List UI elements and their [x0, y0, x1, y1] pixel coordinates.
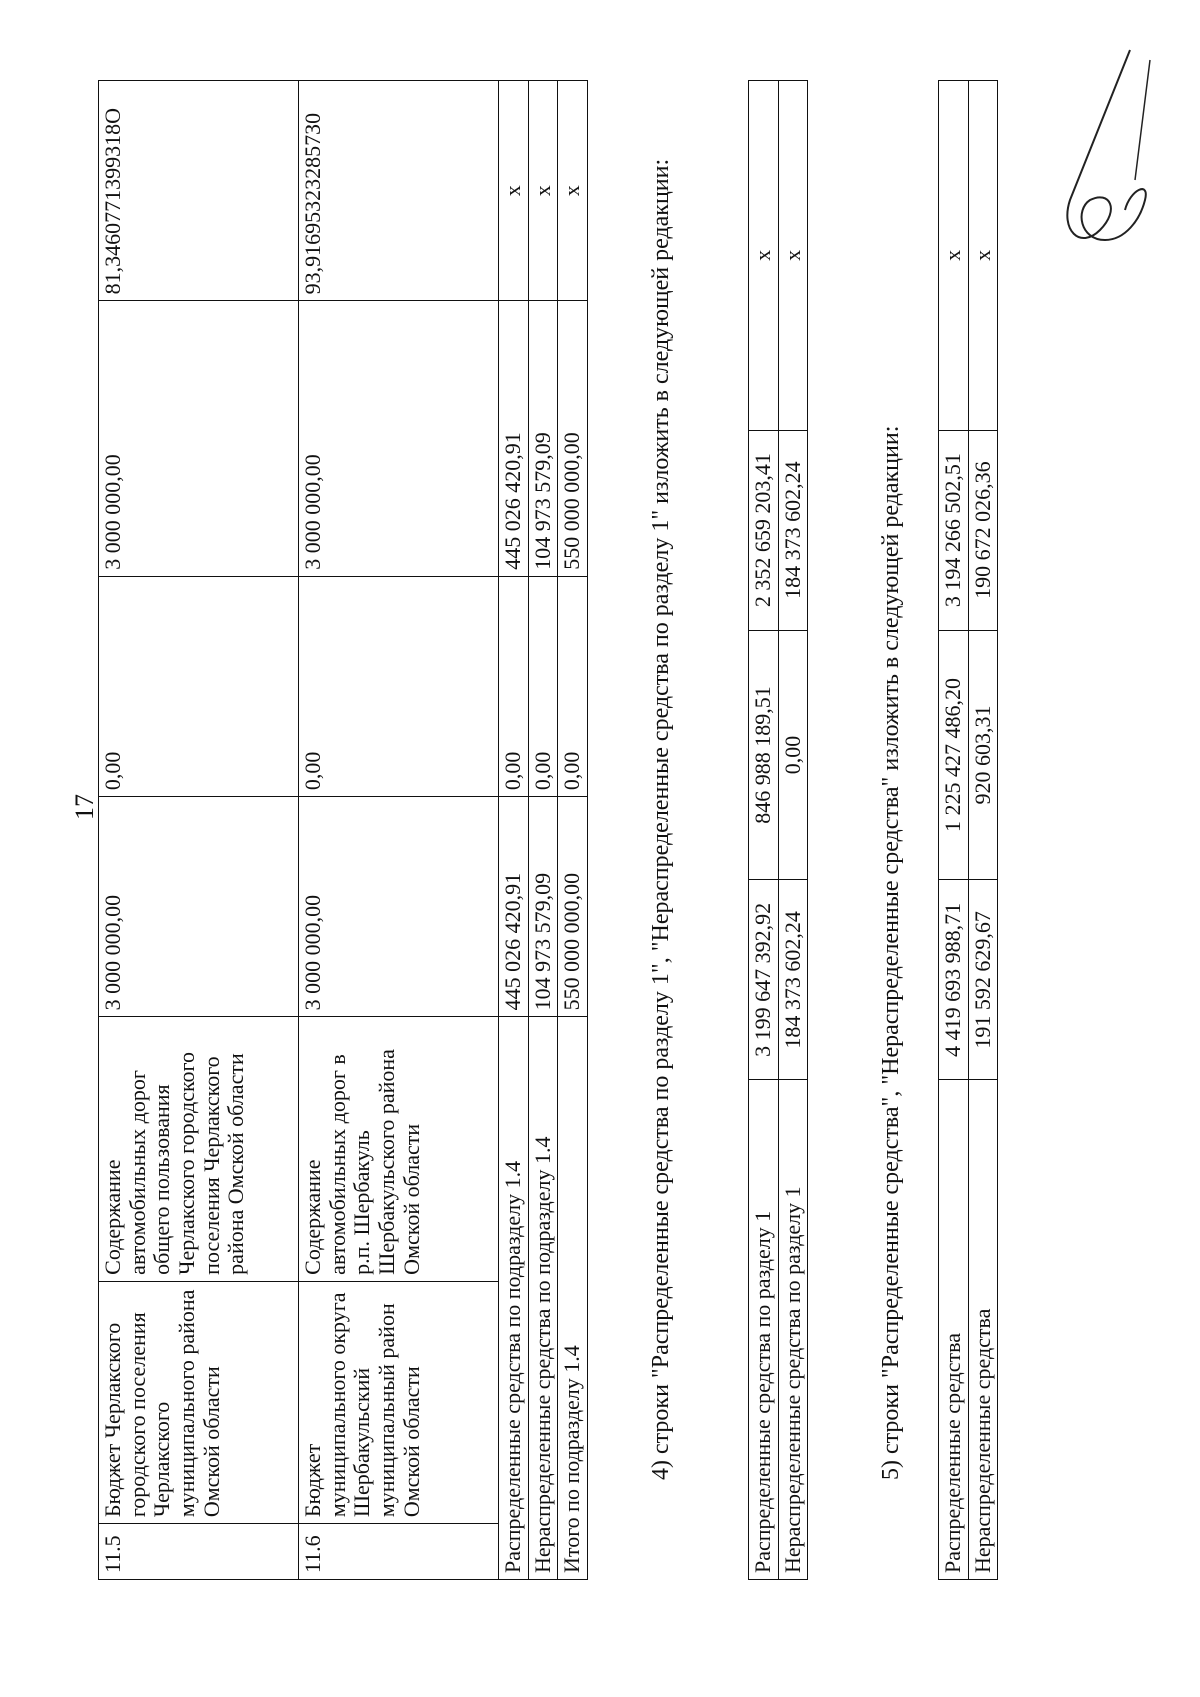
- row-label: Нераспределенные средства: [968, 1080, 998, 1580]
- amount-cell: 3 194 266 502,51: [939, 430, 969, 630]
- amount-cell: 0,00: [99, 576, 299, 796]
- amount-cell: 3 199 647 392,92: [749, 880, 779, 1080]
- amount-cell: 0,00: [558, 576, 588, 796]
- recipient-cell: Бюджет Черлакского городского поселения Черлакского муниципального района Омской области: [99, 1281, 299, 1523]
- percent-cell: 81,3460771399318O: [99, 81, 299, 301]
- x-cell: х: [499, 81, 529, 301]
- summary-label: Итого по подразделу 1.4: [558, 1017, 588, 1580]
- amount-cell: 1 225 427 486,20: [939, 630, 969, 880]
- table-row: [299, 81, 499, 1580]
- amount-cell: 0,00: [528, 576, 558, 796]
- amount-cell: 846 988 189,51: [749, 630, 779, 880]
- paragraph-4-text: 4) строки "Распределенные средства по разделу 1", "Нераспределенные средства по разделу 1" изложить в следующей редакции:: [648, 158, 674, 1480]
- amount-cell: 0,00: [499, 576, 529, 796]
- summary-label: Распределенные средства по подразделу 1.4: [499, 1017, 529, 1580]
- x-cell: х: [749, 81, 779, 431]
- amount-cell: 445 026 420,91: [499, 301, 529, 576]
- signature: [1050, 40, 1160, 300]
- amount-cell: 2 352 659 203,41: [749, 430, 779, 630]
- row-label: Распределенные средства: [939, 1080, 969, 1580]
- table-row: [939, 81, 969, 1580]
- amount-cell: 190 672 026,36: [968, 430, 998, 630]
- row-label: Нераспределенные средства по разделу 1: [778, 1080, 808, 1580]
- page-number: 17: [70, 794, 99, 820]
- x-cell: х: [939, 81, 969, 431]
- main-table: [98, 80, 588, 1580]
- table-row: [778, 81, 808, 1580]
- amount-cell: 104 973 579,09: [528, 797, 558, 1017]
- x-cell: х: [968, 81, 998, 431]
- amount-cell: 184 373 602,24: [778, 430, 808, 630]
- row-number: 11.6: [299, 1524, 499, 1580]
- amount-cell: 3 000 000,00: [299, 797, 499, 1017]
- summary-label: Нераспределенные средства по подразделу 1.4: [528, 1017, 558, 1580]
- table-totals: [938, 80, 998, 1580]
- amount-cell: 445 026 420,91: [499, 797, 529, 1017]
- table-row: [968, 81, 998, 1580]
- paragraph-4: [643, 80, 679, 1580]
- table-row: [749, 81, 779, 1580]
- amount-cell: 3 000 000,00: [299, 301, 499, 576]
- amount-cell: 550 000 000,00: [558, 301, 588, 576]
- amount-cell: 104 973 579,09: [528, 301, 558, 576]
- row-label: Распределенные средства по разделу 1: [749, 1080, 779, 1580]
- summary-row: [499, 81, 529, 1580]
- purpose-cell: Содержание автомобильных дорог общего пользования Черлакского городского поселения Черлакского района Омской области: [99, 1017, 299, 1281]
- amount-cell: 550 000 000,00: [558, 797, 588, 1017]
- paragraph-5-text: 5) строки "Распределенные средства", "Нераспределенные средства" изложить в следующей редакции:: [878, 425, 904, 1480]
- x-cell: х: [558, 81, 588, 301]
- table-row: [99, 81, 299, 1580]
- purpose-cell: Содержание автомобильных дорог в р.п. Шербакуль Шербакульского района Омской области: [299, 1017, 499, 1281]
- amount-cell: 191 592 629,67: [968, 880, 998, 1080]
- amount-cell: 0,00: [299, 576, 499, 796]
- row-number: 11.5: [99, 1524, 299, 1580]
- x-cell: х: [778, 81, 808, 431]
- table-section-1: [748, 80, 808, 1580]
- amount-cell: 3 000 000,00: [99, 797, 299, 1017]
- amount-cell: 0,00: [778, 630, 808, 880]
- summary-row: [528, 81, 558, 1580]
- amount-cell: 920 603,31: [968, 630, 998, 880]
- rotated-content: [98, 80, 1198, 1580]
- percent-cell: 93,916953232857З0: [299, 81, 499, 301]
- amount-cell: 3 000 000,00: [99, 301, 299, 576]
- paragraph-5: [873, 80, 909, 1580]
- amount-cell: 4 419 693 988,71: [939, 880, 969, 1080]
- summary-row: [558, 81, 588, 1580]
- recipient-cell: Бюджет муниципального округа Шербакульский муниципальный район Омской области: [299, 1281, 499, 1523]
- amount-cell: 184 373 602,24: [778, 880, 808, 1080]
- x-cell: х: [528, 81, 558, 301]
